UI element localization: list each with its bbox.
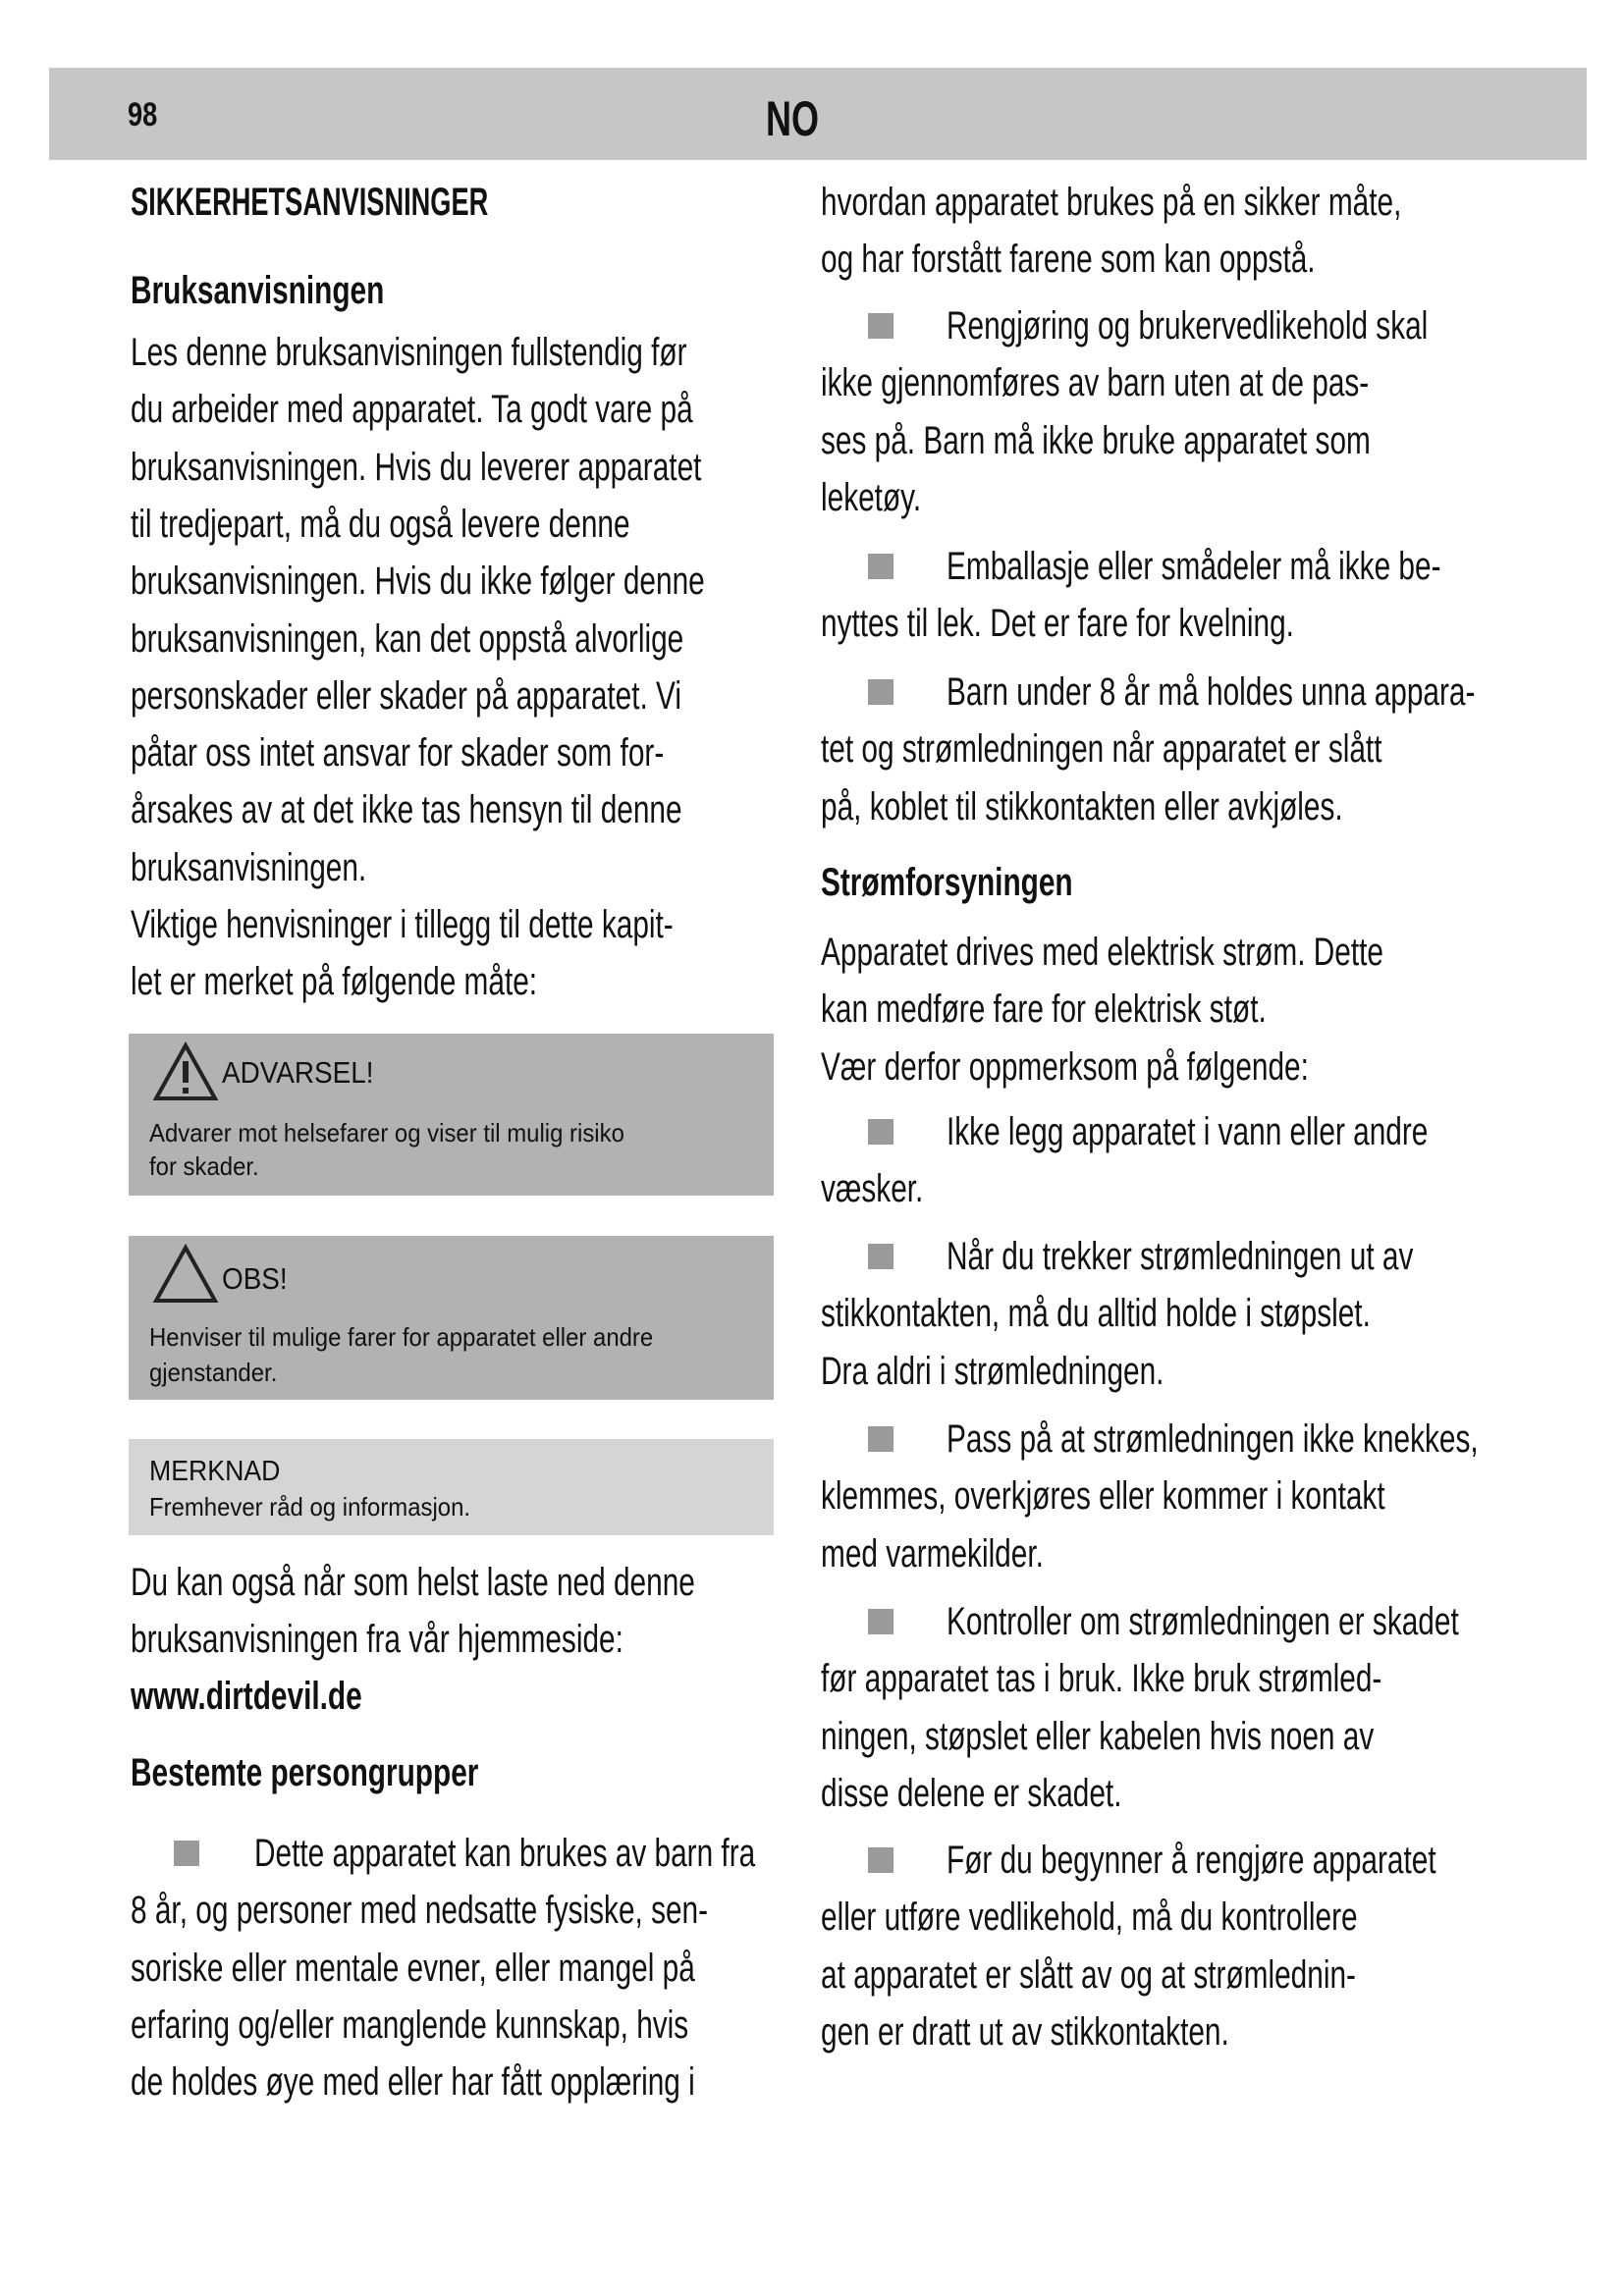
paragraph-line: Les denne bruksanvisningen fullstendig før xyxy=(131,331,687,374)
bullet-text-line: de holdes øye med eller har fått opplæring i xyxy=(131,2060,695,2105)
bullet-text-line: soriske eller mentale evner, eller mangel på xyxy=(131,1946,695,1990)
caution-title: OBS! xyxy=(222,1261,288,1296)
warning-title: ADVARSEL! xyxy=(222,1055,374,1090)
paragraph-line: Du kan også når som helst laste ned denne xyxy=(131,1561,695,1604)
warning-triangle-icon xyxy=(152,1041,219,1102)
bullet-text-line: eller utføre vedlikehold, må du kontrollere xyxy=(821,1896,1358,1940)
paragraph-line: årsakes av at det ikke tas hensyn til denne xyxy=(131,788,682,832)
bullet-square-icon xyxy=(868,1847,893,1873)
paragraph-line: Apparatet drives med elektrisk strøm. Dette xyxy=(821,931,1384,974)
paragraph-line: bruksanvisningen. xyxy=(131,845,367,889)
bullet-text-line: Pass på at strømledningen ikke knekkes, xyxy=(947,1417,1479,1461)
bullet-text-line: gen er dratt ut av stikkontakten. xyxy=(821,2009,1229,2054)
note-box xyxy=(129,1439,774,1535)
bullet-text-line: Før du begynner å rengjøre apparatet xyxy=(947,1839,1436,1882)
bullet-text-line: Rengjøring og brukervedlikehold skal xyxy=(947,304,1429,347)
paragraph-line: hvordan apparatet brukes på en sikker måte, xyxy=(821,181,1402,224)
paragraph-line: og har forstått farene som kan oppstå. xyxy=(821,238,1316,282)
paragraph-line: bruksanvisningen, kan det oppstå alvorlige xyxy=(131,616,684,661)
section-heading: Bruksanvisningen xyxy=(131,269,385,312)
bullet-text-line: leketøy. xyxy=(821,475,922,519)
bullet-text-line: 8 år, og personer med nedsatte fysiske, sen- xyxy=(131,1889,709,1933)
bullet-text-line: disse delene er skadet. xyxy=(821,1771,1122,1815)
bullet-text-line: at apparatet er slått av og at strømlednin- xyxy=(821,1952,1356,1997)
bullet-text-line: ikke gjennomføres av barn uten at de pas- xyxy=(821,361,1370,405)
bullet-text-line: ningen, støpslet eller kabelen hvis noen av xyxy=(821,1714,1375,1758)
caution-text-line: gjenstander. xyxy=(149,1358,278,1387)
caution-box xyxy=(129,1236,774,1400)
paragraph-line: bruksanvisningen. Hvis du leverer apparatet xyxy=(131,445,702,489)
paragraph-line: let er merket på følgende måte: xyxy=(131,960,538,1004)
warning-text-line: Advarer mot helsefarer og viser til mulig risiko xyxy=(149,1118,624,1148)
warning-text-line: for skader. xyxy=(149,1151,259,1181)
paragraph-line: bruksanvisningen. Hvis du ikke følger denne xyxy=(131,560,705,604)
paragraph-line: påtar oss intet ansvar for skader som for- xyxy=(131,731,665,775)
bullet-text-line: Barn under 8 år må holdes unna appara- xyxy=(947,670,1476,714)
bullet-square-icon xyxy=(868,1119,893,1145)
language-code: NO xyxy=(766,91,819,146)
section-heading: Bestemte persongrupper xyxy=(131,1751,479,1794)
bullet-text-line: nyttes til lek. Det er fare for kvelning. xyxy=(821,602,1294,646)
caution-triangle-icon xyxy=(152,1244,219,1305)
paragraph-line: personskader eller skader på apparatet. Vi xyxy=(131,673,682,718)
paragraph-line: bruksanvisningen fra vår hjemmeside: xyxy=(131,1618,623,1662)
bullet-text-line: på, koblet til stikkontakten eller avkjøles. xyxy=(821,784,1343,828)
bullet-text-line: før apparatet tas i bruk. Ikke bruk strømled- xyxy=(821,1657,1382,1701)
bullet-text-line: Dette apparatet kan brukes av barn fra xyxy=(254,1832,756,1875)
section-heading: Strømforsyningen xyxy=(821,861,1073,904)
bullet-text-line: Kontroller om strømledningen er skadet xyxy=(947,1600,1459,1643)
bullet-square-icon xyxy=(868,1609,893,1634)
paragraph-line: til tredjepart, må du også levere denne xyxy=(131,502,630,546)
bullet-text-line: klemmes, overkjøres eller kommer i kontakt xyxy=(821,1474,1385,1519)
bullet-text-line: Emballasje eller smådeler må ikke be- xyxy=(947,545,1441,588)
bullet-text-line: stikkontakten, må du alltid holde i støpslet. xyxy=(821,1292,1371,1336)
bullet-square-icon xyxy=(868,679,893,705)
bullet-square-icon xyxy=(174,1841,199,1866)
paragraph-line: Viktige henvisninger i tillegg til dette kapit- xyxy=(131,903,674,946)
paragraph-line: du arbeider med apparatet. Ta godt vare på xyxy=(131,388,693,432)
bullet-square-icon xyxy=(868,1426,893,1452)
bullet-text-line: Dra aldri i strømledningen. xyxy=(821,1349,1164,1393)
paragraph-line: Vær derfor oppmerksom på følgende: xyxy=(821,1044,1309,1089)
warning-box xyxy=(129,1034,774,1196)
page-number: 98 xyxy=(128,96,158,133)
bullet-square-icon xyxy=(868,1244,893,1269)
bullet-text-line: væsker. xyxy=(821,1167,924,1211)
bullet-text-line: med varmekilder. xyxy=(821,1531,1044,1575)
note-text: Fremhever råd og informasjon. xyxy=(149,1492,471,1522)
caution-text-line: Henviser til mulige farer for apparatet eller andre xyxy=(149,1322,654,1352)
bullet-square-icon xyxy=(868,554,893,579)
paragraph-line: kan medføre fare for elektrisk støt. xyxy=(821,988,1267,1032)
bullet-text-line: Ikke legg apparatet i vann eller andre xyxy=(947,1110,1429,1153)
bullet-text-line: ses på. Barn må ikke bruke apparatet som xyxy=(821,418,1371,462)
bullet-text-line: erfaring og/eller manglende kunnskap, hvis xyxy=(131,2002,689,2047)
website-link[interactable]: www.dirtdevil.de xyxy=(131,1675,362,1718)
bullet-text-line: tet og strømledningen når apparatet er slått xyxy=(821,727,1382,772)
bullet-text-line: Når du trekker strømledningen ut av xyxy=(947,1235,1414,1278)
note-title: MERKNAD xyxy=(149,1456,281,1487)
bullet-square-icon xyxy=(868,313,893,339)
section-title: SIKKERHETSANVISNINGER xyxy=(131,181,489,224)
